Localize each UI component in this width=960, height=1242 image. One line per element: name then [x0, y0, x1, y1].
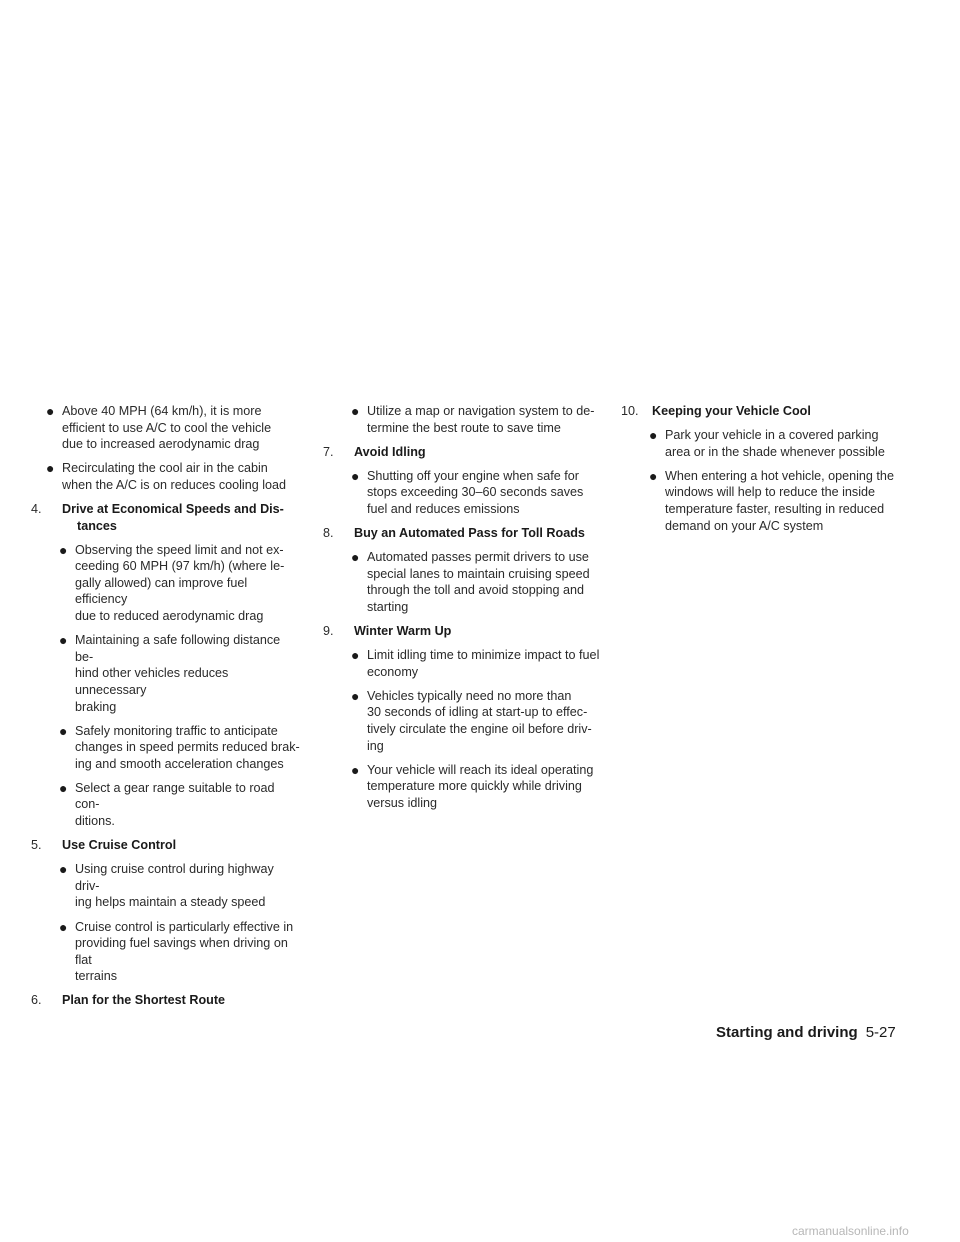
text-line: Automated passes permit drivers to use [367, 550, 589, 565]
text-line: due to reduced aerodynamic drag [75, 609, 264, 624]
text-line: starting [367, 599, 409, 614]
text-line: temperature faster, resulting in reduced [665, 501, 885, 516]
item-number: 4. [31, 501, 42, 516]
numbered-item-10 [621, 403, 901, 420]
text-line: temperature more quickly while driving [367, 779, 582, 794]
text-line: windows will help to reduce the inside [665, 485, 876, 500]
bullet-item [336, 403, 603, 436]
bullet-item [44, 780, 301, 830]
bullet-icon: ● [351, 467, 360, 484]
text-line: Recirculating the cool air in the cabin [62, 461, 268, 476]
bullet-icon: ● [59, 918, 68, 935]
item-number: 7. [323, 444, 334, 459]
text-line: Cruise control is particularly effective in [75, 919, 294, 934]
bullet-item [44, 723, 301, 773]
text-line: tively circulate the engine oil before driv- [367, 722, 592, 736]
text-line: Using cruise control during highway driv- [75, 862, 274, 893]
text-line: ing helps maintain a steady speed [75, 895, 266, 910]
bullet-icon: ● [59, 632, 68, 649]
item-heading: Use Cruise Control [62, 838, 177, 853]
numbered-item-8 [323, 525, 603, 542]
text-line: 30 seconds of idling at start-up to effec- [367, 705, 588, 720]
text-line: Vehicles typically need no more than [367, 688, 572, 703]
text-line: efficient to use A/C to cool the vehicle [62, 420, 272, 435]
bullet-item [31, 403, 301, 453]
bullet-item [44, 632, 301, 715]
item-10-bullets [621, 427, 901, 534]
bullet-icon: ● [46, 403, 55, 419]
bullet-icon: ● [351, 549, 360, 566]
text-line: area or in the shade whenever possible [665, 444, 885, 459]
bullet-icon: ● [649, 427, 658, 444]
numbered-item-7 [323, 444, 603, 461]
page-footer [716, 1024, 896, 1041]
text-line: Shutting off your engine when safe for [367, 468, 579, 483]
bullet-item [336, 762, 603, 812]
text-line: ditions. [75, 814, 115, 829]
bullet-icon: ● [59, 861, 68, 878]
numbered-item-9 [323, 623, 603, 640]
item-9-bullets [323, 647, 603, 811]
text-line: providing fuel savings when driving on flat [75, 936, 288, 967]
text-line: ing and smooth acceleration changes [75, 756, 284, 771]
item-5-bullets [31, 861, 301, 985]
text-line: special lanes to maintain cruising speed [367, 566, 590, 581]
text-line: termine the best route to save time [367, 420, 561, 435]
numbered-item-4 [31, 501, 301, 534]
bullet-icon: ● [46, 460, 55, 477]
text-line: Above 40 MPH (64 km/h), it is more [62, 404, 262, 418]
item-number: 6. [31, 993, 42, 1008]
text-line: fuel and reduces emissions [367, 501, 520, 516]
text-line: Select a gear range suitable to road con- [75, 780, 275, 812]
item-4-bullets [31, 542, 301, 830]
page-number: 5-27 [865, 1024, 896, 1041]
item-number: 10. [621, 404, 639, 418]
text-line: Limit idling time to minimize impact to fuel [367, 648, 600, 663]
text-line: through the toll and avoid stopping and [367, 583, 585, 598]
text-line: ceeding 60 MPH (97 km/h) (where le- [75, 559, 285, 574]
text-line: Your vehicle will reach its ideal operating [367, 762, 594, 777]
item-number: 5. [31, 838, 42, 853]
bullet-item [336, 688, 603, 754]
text-line: terrains [75, 969, 117, 984]
item-number: 9. [323, 624, 334, 639]
text-line: Utilize a map or navigation system to de- [367, 404, 595, 418]
bullet-icon: ● [59, 722, 68, 739]
bullet-item [336, 549, 603, 615]
text-line: demand on your A/C system [665, 518, 824, 533]
watermark: carmanualsonline.info [792, 1224, 909, 1238]
item-heading-cont: tances [77, 518, 117, 533]
bullet-item [44, 861, 301, 911]
bullet-icon: ● [351, 761, 360, 778]
text-line: versus idling [367, 795, 437, 810]
numbered-item-5 [31, 837, 301, 854]
item-7-bullets [323, 468, 603, 518]
bullet-item [336, 468, 603, 518]
bullet-item [31, 460, 301, 493]
column-2 [323, 403, 603, 819]
bullet-icon: ● [351, 647, 360, 664]
bullet-item [44, 542, 301, 625]
item-heading: Drive at Economical Speeds and Dis- [62, 501, 284, 516]
bullet-item [44, 919, 301, 985]
column-1 [31, 403, 301, 1017]
item-heading: Winter Warm Up [354, 624, 452, 639]
item-number: 8. [323, 526, 334, 541]
text-line: when the A/C is on reduces cooling load [62, 477, 287, 492]
section-title: Starting and driving [716, 1024, 858, 1041]
bullet-item [634, 468, 901, 534]
item-heading: Plan for the Shortest Route [62, 993, 226, 1008]
bullet-item [336, 647, 603, 680]
text-line: hind other vehicles reduces unnecessary [75, 666, 229, 697]
numbered-item-6 [31, 992, 301, 1009]
bullet-icon: ● [649, 467, 658, 484]
bullet-icon: ● [351, 687, 360, 704]
text-line: braking [75, 699, 117, 714]
text-line: Safely monitoring traffic to anticipate [75, 723, 278, 738]
item-heading: Avoid Idling [354, 444, 426, 459]
text-line: gally allowed) can improve fuel efficiency [75, 575, 248, 607]
item-6-bullets [323, 403, 603, 436]
bullet-icon: ● [59, 779, 68, 796]
text-line: Observing the speed limit and not ex- [75, 542, 284, 557]
bullet-item [634, 427, 901, 460]
text-line: stops exceeding 30–60 seconds saves [367, 485, 584, 500]
text-line: economy [367, 664, 419, 679]
bullet-icon: ● [59, 541, 68, 558]
item-heading: Keeping your Vehicle Cool [652, 404, 811, 418]
item-heading: Buy an Automated Pass for Toll Roads [354, 526, 585, 541]
text-line: Maintaining a safe following distance be- [75, 633, 281, 664]
text-line: When entering a hot vehicle, opening the [665, 468, 894, 483]
text-line: Park your vehicle in a covered parking [665, 428, 879, 443]
text-line: changes in speed permits reduced brak- [75, 740, 300, 755]
text-line: due to increased aerodynamic drag [62, 437, 260, 452]
column-3 [621, 403, 901, 542]
text-line: ing [367, 738, 384, 753]
bullet-icon: ● [351, 403, 360, 419]
item-8-bullets [323, 549, 603, 615]
